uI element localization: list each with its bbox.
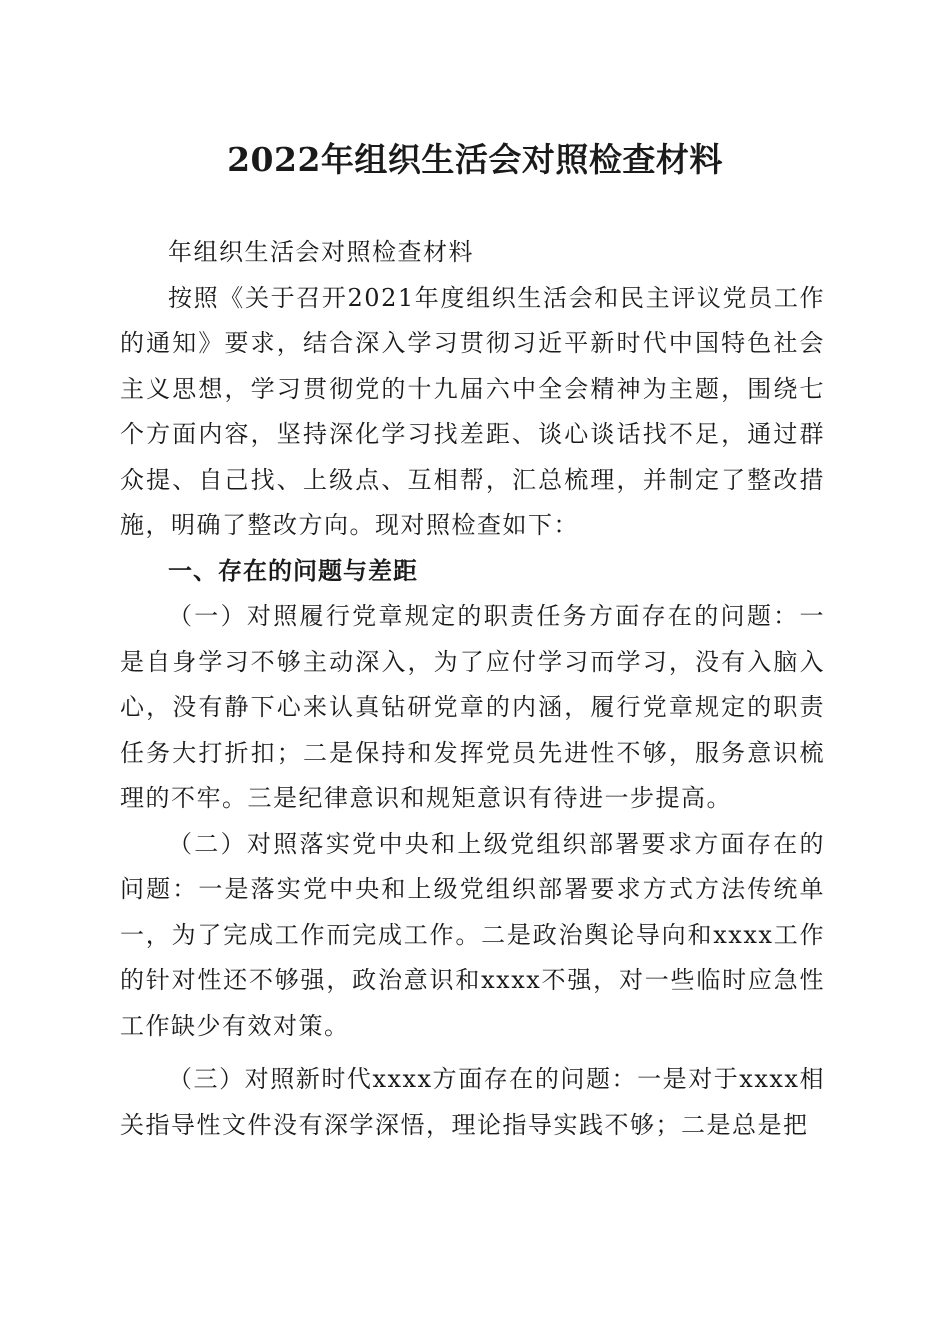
item-2-paragraph: （二）对照落实党中央和上级党组织部署要求方面存在的问题：一是落实党中央和上级党组织部署要求方式方法传统单一，为了完成工作而完成工作。二是政治舆论导向和xxxx工作的针对性还不够强，政治意识和xxxx不强，对一些临时应急性工作缺少有效对策。 xyxy=(120,829,825,1040)
document-body xyxy=(120,230,825,1148)
page-title: 2022年组织生活会对照检查材料 xyxy=(227,140,723,179)
subtitle: 年组织生活会对照检查材料 xyxy=(168,238,474,266)
intro-paragraph: 按照《关于召开2021年度组织生活会和民主评议党员工作的通知》要求，结合深入学习贯彻习近平新时代中国特色社会主义思想，学习贯彻党的十九届六中全会精神为主题，围绕七个方面内容，坚持深化学习找差距、谈心谈话找不足，通过群众提、自己找、上级点、互相帮，汇总梳理，并制定了整改措施，明确了整改方向。现对照检查如下： xyxy=(120,283,825,539)
item-3-paragraph: （三）对照新时代xxxx方面存在的问题：一是对于xxxx相关指导性文件没有深学深悟，理论指导实践不够；二是总是把 xyxy=(120,1065,825,1139)
item-1-paragraph: （一）对照履行党章规定的职责任务方面存在的问题：一是自身学习不够主动深入，为了应付学习而学习，没有入脑入心，没有静下心来认真钻研党章的内涵，履行党章规定的职责任务大打折扣；二是保持和发挥党员先进性不够，服务意识梳理的不牢。三是纪律意识和规矩意识有待进一步提高。 xyxy=(120,602,825,812)
section-heading: 一、存在的问题与差距 xyxy=(168,556,418,585)
